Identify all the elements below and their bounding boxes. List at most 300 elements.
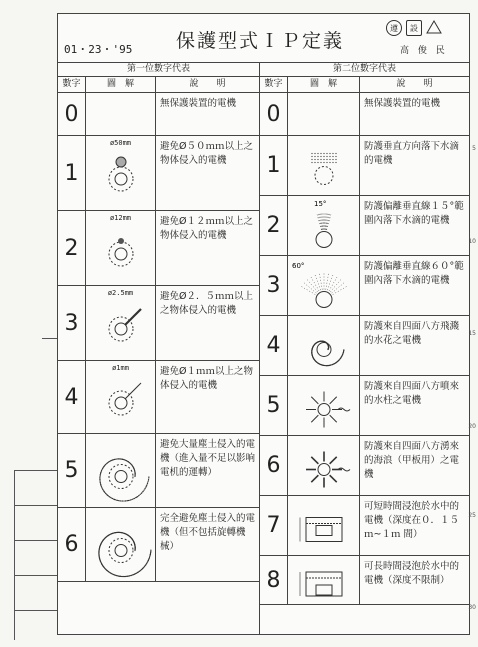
- dust-dot: [114, 574, 115, 575]
- dust-dot: [148, 479, 149, 480]
- dust-dot: [126, 460, 127, 461]
- water-drop: [335, 156, 336, 157]
- drip-60-diagram: [288, 256, 360, 315]
- first-digit-column-headers: [58, 77, 259, 93]
- dust-dot: [131, 499, 132, 500]
- dust-dot: [139, 571, 140, 572]
- diagram-cell: [288, 436, 360, 495]
- dust-dot: [125, 533, 126, 534]
- dust-dense-diagram: [86, 508, 156, 581]
- dust-dot: [148, 560, 149, 561]
- water-jet: [311, 457, 318, 464]
- dust-dot: [108, 535, 109, 536]
- enclosure-outline: [316, 232, 332, 248]
- submerge-diagram: [288, 556, 360, 604]
- dust-dot: [132, 539, 133, 540]
- water-drop: [314, 156, 315, 157]
- dust-dot: [98, 552, 99, 553]
- dust-dot: [107, 570, 108, 571]
- dust-dot: [117, 500, 118, 501]
- author-name: 高 俊 民: [400, 46, 448, 56]
- table-row: [260, 496, 469, 556]
- dust-dot: [148, 558, 149, 559]
- dust-dot: [120, 500, 121, 501]
- dust-dot: [134, 498, 135, 499]
- dust-dot: [101, 470, 102, 471]
- splash-dot: [327, 365, 328, 366]
- diameter-caption: ø2.5mm: [107, 289, 134, 297]
- ip-digit: 3: [260, 256, 288, 315]
- dust-dot: [120, 576, 121, 577]
- stamp-square: 設: [406, 20, 422, 36]
- dust-dot: [130, 537, 131, 538]
- enclosure-outline: [109, 242, 133, 266]
- splash-dot: [312, 356, 313, 357]
- dust-dot: [121, 576, 122, 577]
- dust-dot: [127, 576, 128, 577]
- water-drop: [329, 156, 330, 157]
- dust-dot: [145, 488, 146, 489]
- splash-dot: [341, 357, 342, 358]
- dust-dot: [100, 484, 101, 485]
- water-drop: [317, 153, 318, 154]
- dust-dot: [103, 491, 104, 492]
- water-drop: [335, 159, 336, 160]
- dust-dot: [141, 492, 142, 493]
- splash-dot: [312, 355, 313, 356]
- splash-dot: [340, 358, 341, 359]
- water-jet: [311, 415, 318, 422]
- dust-dot: [109, 496, 110, 497]
- dust-dot: [137, 572, 138, 573]
- drip-line: [315, 275, 320, 290]
- description-text: 避免Ø１２ｍｍ以上之物体侵入的電機: [160, 216, 253, 241]
- dust-dot: [127, 500, 128, 501]
- dust-dot: [102, 488, 103, 489]
- dust-dot: [132, 574, 133, 575]
- splash-dot: [313, 357, 314, 358]
- drip-line: [326, 214, 329, 230]
- binder-line: [14, 470, 57, 471]
- margin-tick: 30: [468, 604, 476, 611]
- ip-digit: 1: [58, 136, 86, 210]
- splash-dot: [311, 352, 312, 353]
- water-drop: [329, 159, 330, 160]
- dust-dot: [124, 533, 125, 534]
- ip-digit: 2: [58, 211, 86, 285]
- dust-dot: [105, 569, 106, 570]
- col-description: 說 明: [396, 79, 433, 89]
- dust-dot: [116, 458, 117, 459]
- water-drop: [326, 162, 327, 163]
- dust-dot: [134, 543, 135, 544]
- splash-dot: [317, 342, 318, 343]
- description-text: 完全避免塵土侵入的電機（但不包括旋轉機械）: [160, 513, 256, 552]
- dust-dot: [100, 482, 101, 483]
- margin-tick: 10: [468, 238, 476, 245]
- col-number: 數字: [58, 77, 86, 92]
- dust-dot: [99, 480, 100, 481]
- dust-dot: [134, 545, 135, 546]
- dust-dot: [140, 569, 141, 570]
- dust-dot: [143, 567, 144, 568]
- dust-dot: [139, 495, 140, 496]
- water-jet: [330, 397, 337, 404]
- dust-dot: [130, 463, 131, 464]
- dust-dot: [101, 487, 102, 488]
- dust-dot: [128, 461, 129, 462]
- dust-dot: [147, 482, 148, 483]
- diagram-cell: [288, 376, 360, 435]
- splash-dot: [328, 348, 329, 349]
- splash-dot: [314, 360, 315, 361]
- dust-dot: [100, 475, 101, 476]
- dust-dot: [99, 555, 100, 556]
- enclosure-core: [317, 343, 331, 357]
- dust-dot: [134, 475, 135, 476]
- dust-dot: [112, 574, 113, 575]
- water-drop: [314, 153, 315, 154]
- dust-dot: [133, 468, 134, 469]
- ip-digit: 4: [58, 361, 86, 433]
- splash-dot: [311, 350, 312, 351]
- binder-line: [14, 470, 15, 640]
- dust-dot: [136, 497, 137, 498]
- water-drop: [335, 153, 336, 154]
- dust-dot: [146, 484, 147, 485]
- test-ball: [116, 157, 126, 167]
- dust-dot: [129, 500, 130, 501]
- splash-dot: [315, 343, 316, 344]
- dust-dot: [118, 532, 119, 533]
- dust-dot: [99, 547, 100, 548]
- drip-line: [330, 280, 340, 292]
- dust-dot: [100, 485, 101, 486]
- enclosure-outline: [109, 167, 133, 191]
- diagram-cell: [86, 286, 156, 360]
- drip-line: [321, 214, 323, 230]
- enclosure-core: [115, 545, 127, 557]
- wire-thick-diagram: [86, 286, 156, 360]
- none-diagram: [86, 93, 156, 135]
- water-drop: [323, 162, 324, 163]
- drip-line: [327, 275, 332, 290]
- angle-label: 60°: [292, 262, 305, 270]
- description-text: 可長時間浸泡於水中的電機（深度不限制）: [364, 561, 460, 586]
- description-text: 可短時間浸泡於水中的電機（深度在０．１５ｍ~１ｍ 間）: [364, 501, 460, 540]
- col-diagram: 圖 解: [288, 77, 360, 92]
- dust-dot: [130, 575, 131, 576]
- dust-dot: [102, 468, 103, 469]
- description-text: 防護偏離垂直線６０°範圍內落下水滴的電機: [364, 261, 464, 286]
- dust-dot: [100, 472, 101, 473]
- description-text: 避免Ø１ｍｍ以上之物体侵入的電機: [160, 366, 253, 391]
- col-number: 數字: [260, 77, 288, 92]
- dust-dot: [147, 562, 148, 563]
- drip-line: [332, 283, 344, 293]
- dust-dot: [108, 462, 109, 463]
- splash-dot: [343, 352, 344, 353]
- description-text: 防護來自四面八方飛濺的水花之電機: [364, 321, 460, 346]
- water-drop: [323, 156, 324, 157]
- ip-definition-sheet: [57, 13, 470, 635]
- splash-dot: [328, 346, 329, 347]
- water-drop: [317, 156, 318, 157]
- page-title: 保護型式ＩＰ定義: [176, 30, 345, 52]
- dust-dot: [110, 573, 111, 574]
- splash-dot: [323, 341, 324, 342]
- jet-diagram: [288, 376, 360, 435]
- water-jet: [311, 475, 318, 482]
- dust-dot: [102, 540, 103, 541]
- water-drop: [326, 153, 327, 154]
- immerse-diagram: [288, 496, 360, 555]
- splash-dot: [320, 341, 321, 342]
- stamp-triangle: [426, 20, 442, 34]
- splash-dot: [316, 361, 317, 362]
- dust-dot: [112, 459, 113, 460]
- dust-dot: [150, 553, 151, 554]
- dust-dot: [132, 466, 133, 467]
- dust-dot: [129, 462, 130, 463]
- first-digit-heading: 第一位數字代表: [58, 62, 259, 77]
- stamp-circle: 遵: [386, 20, 402, 36]
- water-drop: [311, 156, 312, 157]
- dust-dot: [123, 576, 124, 577]
- description-text: 無保護裝置的電機: [364, 98, 441, 109]
- dust-dot: [113, 533, 114, 534]
- second-digit-column-headers: [260, 77, 469, 93]
- water-drop: [320, 153, 321, 154]
- splash-dot: [317, 362, 318, 363]
- water-tank: [306, 572, 342, 596]
- splash-dot: [311, 353, 312, 354]
- dust-dot: [110, 460, 111, 461]
- splash-dot: [324, 365, 325, 366]
- dust-dot: [99, 477, 100, 478]
- dust-dot: [125, 500, 126, 501]
- dust-dot: [110, 497, 111, 498]
- table-row: [58, 286, 259, 361]
- dust-dot: [140, 494, 141, 495]
- table-row: [58, 434, 259, 508]
- dust-dot: [115, 532, 116, 533]
- dust-dot: [143, 490, 144, 491]
- ip-digit: 8: [260, 556, 288, 604]
- enclosure-core: [318, 464, 330, 476]
- dust-dot: [100, 562, 101, 563]
- splash-dot: [336, 361, 337, 362]
- drip-line: [324, 214, 325, 230]
- diagram-cell: [86, 136, 156, 210]
- dust-diagram: [86, 434, 156, 507]
- sheet-header: [58, 14, 469, 63]
- water-drop: [323, 153, 324, 154]
- dust-dot: [104, 538, 105, 539]
- diagram-cell: [288, 256, 360, 315]
- dust-dot: [102, 489, 103, 490]
- dust-dot: [134, 473, 135, 474]
- splash-dot: [314, 344, 315, 345]
- dust-dot: [99, 549, 100, 550]
- water-drop: [314, 162, 315, 163]
- dust-dot: [149, 556, 150, 557]
- splash-dot: [320, 364, 321, 365]
- description-text: 防護偏離垂直線１５°範圍內落下水滴的電機: [364, 201, 464, 226]
- water-drop: [320, 162, 321, 163]
- diagram-cell: [288, 196, 360, 255]
- dust-dot: [137, 496, 138, 497]
- splash-dot: [322, 341, 323, 342]
- water-drop: [320, 156, 321, 157]
- drip-line: [304, 283, 316, 293]
- drip-line: [326, 274, 329, 290]
- margin-tick: 25: [468, 512, 476, 519]
- dust-dot: [104, 567, 105, 568]
- dust-dot: [99, 479, 100, 480]
- splash-dot: [335, 362, 336, 363]
- diagram-cell: [288, 316, 360, 375]
- dust-dot: [145, 564, 146, 565]
- diagram-cell: [288, 93, 360, 135]
- description-text: 避免大量塵土侵入的電機（進入量不足以影响電机的運轉）: [160, 439, 256, 478]
- water-jet: [330, 415, 337, 422]
- enclosure-outline: [109, 465, 133, 489]
- dust-dot: [118, 458, 119, 459]
- enclosure-outline: [315, 167, 333, 185]
- dust-dot: [114, 499, 115, 500]
- diagram-cell: [86, 508, 156, 581]
- dust-dot: [122, 500, 123, 501]
- dust-dot: [143, 491, 144, 492]
- water-drop: [317, 162, 318, 163]
- dust-dot: [115, 575, 116, 576]
- water-drop: [326, 159, 327, 160]
- splash-dot: [328, 345, 329, 346]
- binder-line: [14, 610, 57, 611]
- water-drop: [317, 159, 318, 160]
- dust-dot: [100, 544, 101, 545]
- dust-dot: [102, 565, 103, 566]
- dust-dot: [120, 458, 121, 459]
- table-row: [260, 436, 469, 496]
- ip-digit: 2: [260, 196, 288, 255]
- diagram-cell: [86, 434, 156, 507]
- table-row: [58, 211, 259, 286]
- dust-dot: [145, 565, 146, 566]
- ip-digit: 5: [260, 376, 288, 435]
- dust-dot: [112, 498, 113, 499]
- angle-label: 15°: [314, 200, 327, 208]
- splash-dot: [343, 350, 344, 351]
- description-text: 防護垂直方向落下水滴的電機: [364, 141, 460, 166]
- dust-dot: [101, 542, 102, 543]
- water-drop: [326, 156, 327, 157]
- drip-line: [322, 214, 323, 230]
- water-tank: [306, 518, 342, 542]
- water-drop: [335, 162, 336, 163]
- splash-dot: [318, 341, 319, 342]
- none-diagram: [288, 93, 360, 135]
- water-drop: [329, 162, 330, 163]
- dust-dot: [129, 575, 130, 576]
- drip-line: [311, 277, 319, 291]
- dust-dot: [134, 471, 135, 472]
- drip-15-diagram: [288, 196, 360, 255]
- dust-dot: [134, 547, 135, 548]
- margin-tick: 20: [468, 423, 476, 430]
- dust-dot: [131, 464, 132, 465]
- dust-dot: [109, 534, 110, 535]
- water-drop: [323, 159, 324, 160]
- splash-dot: [343, 349, 344, 350]
- dust-dot: [98, 554, 99, 555]
- table-row: [260, 556, 469, 605]
- dust-dot: [107, 494, 108, 495]
- description-text: 避免Ø２．５ｍｍ以上之物体侵入的電機: [160, 291, 253, 316]
- table-row: [58, 361, 259, 434]
- second-digit-table: [260, 62, 469, 605]
- table-row: [260, 136, 469, 196]
- dust-dot: [101, 564, 102, 565]
- splash-dot: [332, 364, 333, 365]
- dust-dot: [135, 548, 136, 549]
- ip-digit: 5: [58, 434, 86, 507]
- ball-large-diagram: [86, 136, 156, 210]
- wave-diagram: [288, 436, 360, 495]
- splash-diagram: [288, 316, 360, 375]
- col-diagram: 圖 解: [86, 77, 156, 92]
- dust-dot: [100, 560, 101, 561]
- table-row: [260, 256, 469, 316]
- dust-dot: [148, 476, 149, 477]
- ip-digit: 1: [260, 136, 288, 195]
- table-row: [58, 93, 259, 136]
- description-text: 防護來自四面八方噴來的水柱之電機: [364, 381, 460, 406]
- diagram-cell: [86, 93, 156, 135]
- dust-dot: [122, 459, 123, 460]
- binder-line: [14, 540, 57, 541]
- splash-dot: [338, 360, 339, 361]
- dust-dot: [99, 559, 100, 560]
- dust-dot: [127, 535, 128, 536]
- enclosure-core: [115, 248, 127, 260]
- dust-dot: [147, 481, 148, 482]
- dust-dot: [99, 476, 100, 477]
- test-wire: [125, 383, 141, 399]
- diagram-cell: [86, 361, 156, 433]
- splash-dot: [318, 363, 319, 364]
- dust-dot: [104, 466, 105, 467]
- dust-dot: [135, 573, 136, 574]
- drip-line: [325, 214, 327, 230]
- dust-dot: [111, 533, 112, 534]
- dust-dot: [108, 571, 109, 572]
- dust-dot: [135, 474, 136, 475]
- ip-digit: 7: [260, 496, 288, 555]
- water-drop: [314, 159, 315, 160]
- margin-tick: 5: [472, 145, 476, 152]
- second-digit-heading: 第二位數字代表: [260, 62, 469, 77]
- dust-dot: [105, 464, 106, 465]
- dust-dot: [123, 500, 124, 501]
- dust-dot: [142, 568, 143, 569]
- table-row: [58, 136, 259, 211]
- dust-dot: [98, 551, 99, 552]
- date-label: 01・23・'95: [64, 43, 133, 56]
- dust-dot: [132, 499, 133, 500]
- dust-dot: [109, 572, 110, 573]
